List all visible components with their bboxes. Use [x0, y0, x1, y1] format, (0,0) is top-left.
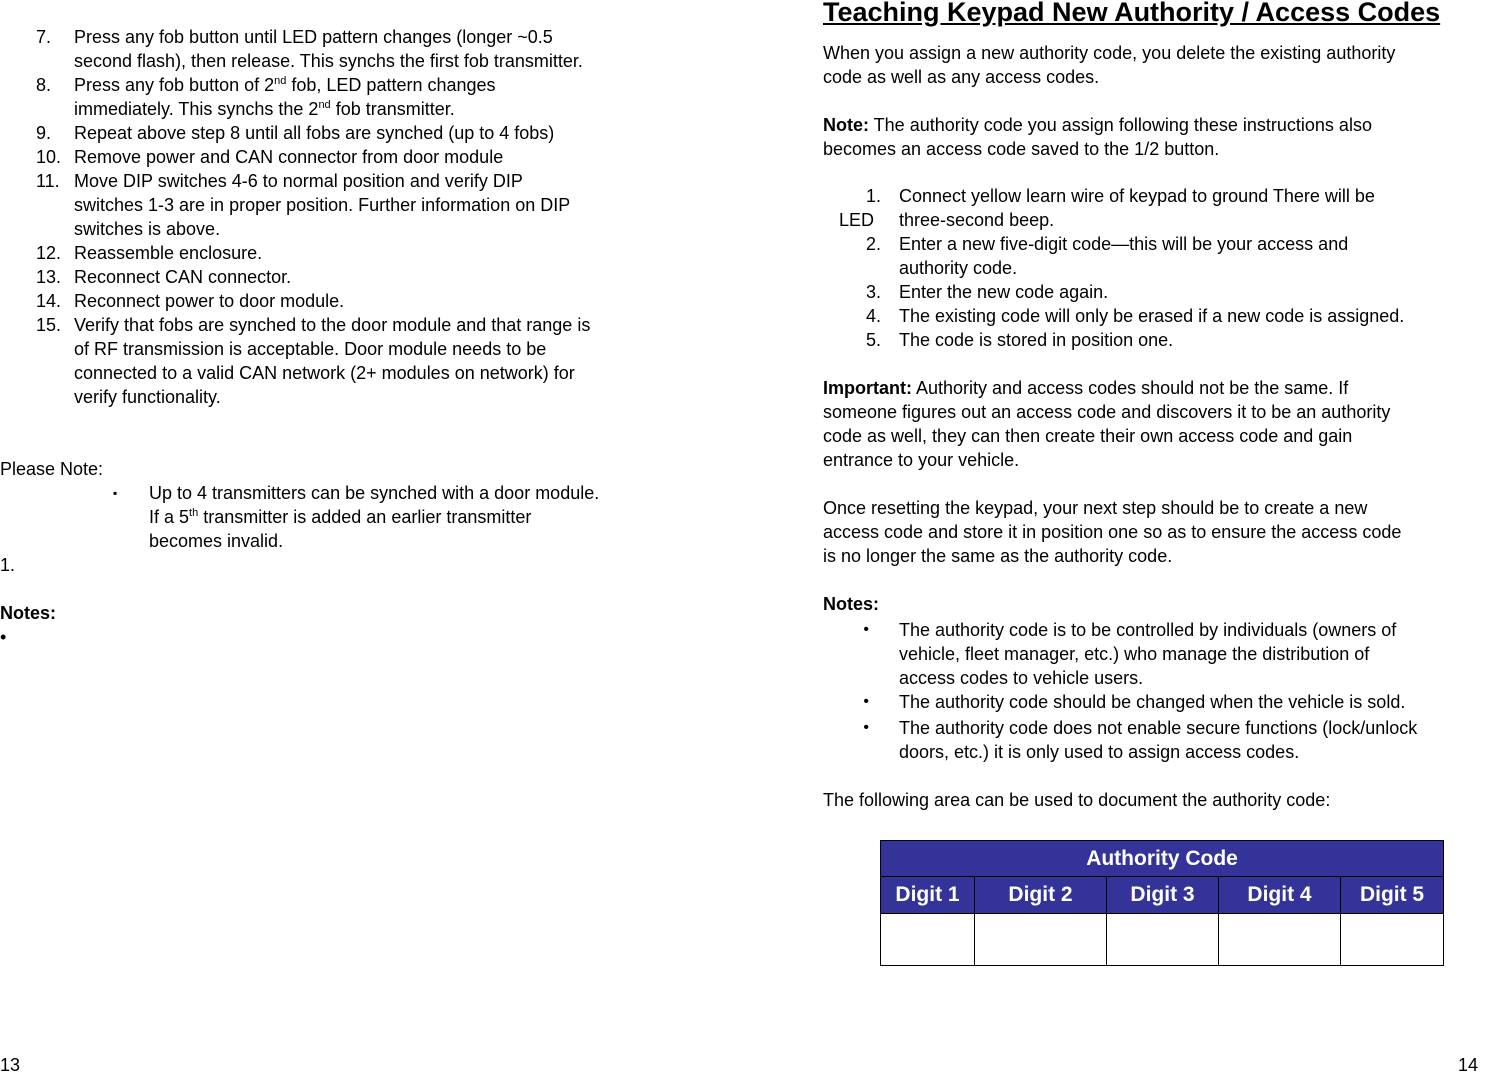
column-header: Digit 4: [1219, 877, 1341, 913]
paragraph-line: access code and store it in position one so as to ensure the access code: [823, 522, 1402, 542]
step-number: 14.: [36, 291, 62, 311]
paragraph-line: entrance to your vehicle.: [823, 450, 1020, 470]
column-header: Digit 1: [881, 877, 975, 913]
note-text: [149, 481, 689, 553]
step-text: Enter a new five-digit code—this will be your access and: [899, 234, 1349, 254]
note-text: vehicle, fleet manager, etc.) who manage the distribution of: [899, 644, 1370, 664]
step-text: Connect yellow learn wire of keypad to ground There will be: [899, 186, 1375, 206]
step-text: of RF transmission is acceptable. Door module needs to be: [74, 339, 547, 359]
step-number: 15.: [36, 315, 62, 335]
authority-code-table: [880, 840, 1444, 966]
bullet-icon: •: [863, 719, 869, 736]
reset-paragraph: [823, 496, 1498, 568]
superscript: th: [189, 507, 199, 519]
step-text: switches 1-3 are in proper position. Further information on DIP: [74, 195, 571, 215]
step-number: 11.: [36, 171, 60, 191]
note-text: The authority code does not enable secure functions (lock/unlock: [899, 718, 1418, 738]
digit-cell: [881, 913, 975, 965]
paragraph-line: When you assign a new authority code, you delete the existing authority: [823, 43, 1396, 63]
text-run: immediately. This synchs the 2: [74, 99, 319, 119]
notes-heading: Notes:: [823, 594, 880, 614]
step-text: connected to a valid CAN network (2+ modules on network) for: [74, 363, 575, 383]
step-text: second flash), then release. This synchs the first fob transmitter.: [74, 51, 583, 71]
table-row: [881, 913, 1444, 965]
note-line: becomes invalid.: [149, 531, 284, 551]
stray-list-number: 1.: [0, 555, 16, 575]
following-paragraph: The following area can be used to document the authority code:: [823, 790, 1331, 810]
page-title: Teaching Keypad New Authority / Access Codes: [823, 0, 1441, 27]
step-text: Move DIP switches 4-6 to normal position and verify DIP: [74, 171, 523, 191]
step-number: 13.: [36, 267, 62, 287]
note-text: The authority code should be changed when the vehicle is sold.: [899, 692, 1406, 712]
digit-cell: [1341, 913, 1444, 965]
bullet-icon: •: [863, 621, 869, 638]
step-number: 5.: [865, 330, 881, 350]
table-header-row: [881, 841, 1444, 877]
digit-cell: [1107, 913, 1219, 965]
step-number: 12.: [36, 243, 62, 263]
column-header: Digit 5: [1341, 877, 1444, 913]
step-number: 9.: [36, 123, 52, 143]
note-line: Up to 4 transmitters can be synched with a door module.: [149, 483, 600, 503]
paragraph-line: becomes an access code saved to the 1/2 button.: [823, 139, 1220, 159]
note-label: Note:: [823, 115, 869, 135]
important-paragraph: [823, 376, 1498, 472]
paragraph-line: code as well, they can then create their own access code and gain: [823, 426, 1353, 446]
paragraph-line: code as well as any access codes.: [823, 67, 1100, 87]
paragraph-line: [823, 376, 1498, 400]
step-text: Reassemble enclosure.: [74, 243, 263, 263]
step-text: switches is above.: [74, 219, 221, 239]
step-text: The existing code will only be erased if a new code is assigned.: [899, 306, 1405, 326]
step-number: 1.: [865, 186, 881, 206]
notes-heading: Notes:: [0, 603, 57, 623]
page-number: 13: [0, 1055, 21, 1075]
step-text: authority code.: [899, 258, 1018, 278]
note-text: The authority code is to be controlled by individuals (owners of: [899, 620, 1397, 640]
text-run: fob, LED pattern changes: [286, 75, 496, 95]
text-run: Press any fob button of 2: [74, 75, 275, 95]
step-number: 3.: [865, 282, 881, 302]
bullet-icon: •: [863, 693, 869, 710]
square-bullet-icon: ▪: [113, 486, 118, 500]
step-text: verify functionality.: [74, 387, 221, 407]
step-text: The code is stored in position one.: [899, 330, 1174, 350]
step-text: Reconnect power to door module.: [74, 291, 345, 311]
column-header: Digit 3: [1107, 877, 1219, 913]
step-number: 8.: [36, 75, 52, 95]
superscript: nd: [318, 99, 331, 111]
text-run: If a 5: [149, 507, 190, 527]
table-column-row: [881, 877, 1444, 913]
text-run: Authority and access codes should not be the same. If: [912, 378, 1349, 398]
step-number: 2.: [865, 234, 881, 254]
step-text: Press any fob button until LED pattern changes (longer ~0.5: [74, 27, 553, 47]
note-text: doors, etc.) it is only used to assign access codes.: [899, 742, 1300, 762]
paragraph-line: is no longer the same as the authority code.: [823, 546, 1173, 566]
text-run: fob transmitter.: [330, 99, 455, 119]
step-text: Reconnect CAN connector.: [74, 267, 292, 287]
paragraph-line: Once resetting the keypad, your next step should be to create a new: [823, 498, 1368, 518]
text-run: transmitter is added an earlier transmitter: [198, 507, 532, 527]
page-number: 14: [1458, 1055, 1479, 1075]
step-number: 7.: [36, 27, 52, 47]
note-paragraph: [823, 113, 1498, 161]
paragraph-line: [823, 113, 1498, 137]
intro-paragraph: [823, 41, 1498, 89]
step-text: [74, 97, 679, 121]
led-label: LED: [839, 210, 875, 230]
digit-cell: [1219, 913, 1341, 965]
note-line: [149, 505, 689, 529]
step-number: 4.: [865, 306, 881, 326]
paragraph-line: someone figures out an access code and discovers it to be an authority: [823, 402, 1391, 422]
column-header: Digit 2: [975, 877, 1107, 913]
step-number: 10.: [36, 147, 62, 167]
step-text: three-second beep.: [899, 210, 1055, 230]
please-note-label: Please Note:: [0, 459, 104, 479]
bullet-icon: •: [0, 627, 7, 647]
step-text: Enter the new code again.: [899, 282, 1109, 302]
important-label: Important:: [823, 378, 912, 398]
step-text: Verify that fobs are synched to the door module and that range is: [74, 315, 591, 335]
digit-cell: [975, 913, 1107, 965]
superscript: nd: [274, 75, 287, 87]
step-text: Repeat above step 8 until all fobs are synched (up to 4 fobs): [74, 123, 555, 143]
step-text: [74, 73, 679, 97]
note-text: access codes to vehicle users.: [899, 668, 1144, 688]
table-title: Authority Code: [881, 841, 1444, 877]
step-text: Remove power and CAN connector from door module: [74, 147, 504, 167]
text-run: The authority code you assign following these instructions also: [869, 115, 1372, 135]
